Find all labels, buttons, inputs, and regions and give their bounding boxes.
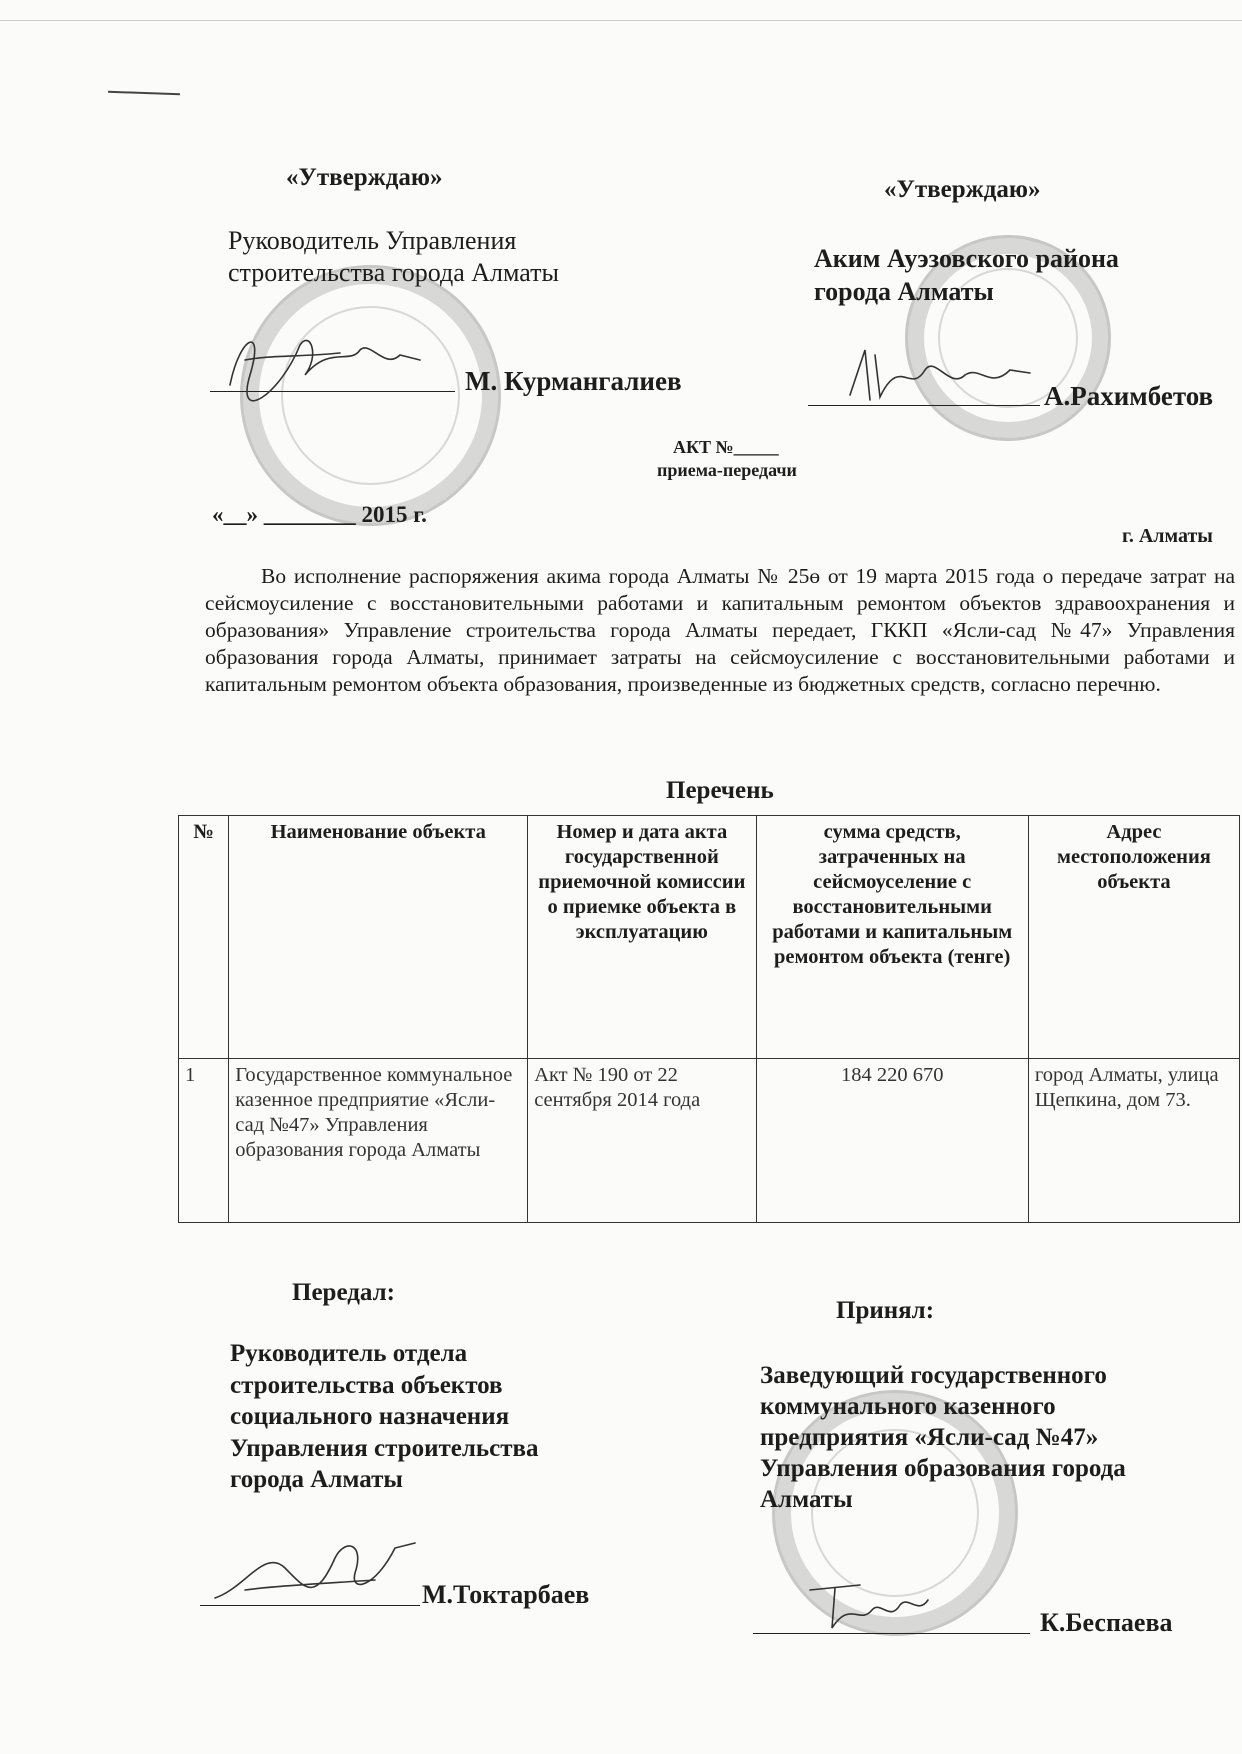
cell-sum: 184 220 670	[756, 1059, 1028, 1223]
transferred-position	[230, 1338, 538, 1496]
body-text: Во исполнение распоряжения акима города Алматы № 25ө от 19 марта 2015 года о передаче затрат на сейсмоусиление с восстановительными работами и капитальным ремонтом объектов здравоохранения и образования» Управление строительства города Алматы передает, ГККП «Ясли-сад №47» Управления образования города Алматы, принимает затраты на сейсмоусиление с восстановительными работами и капитальным ремонтом объекта образования, произведенные из бюджетных средств, согласно перечню.	[205, 564, 1235, 696]
col-header-address: Адрес местоположения объекта	[1028, 816, 1239, 1059]
approval-right-position-line1: Аким Ауэзовского района	[814, 244, 1119, 273]
transferred-signer: М.Токтарбаев	[422, 1580, 590, 1609]
act-city: г. Алматы	[1122, 525, 1213, 547]
approval-left-signer: М. Курмангалиев	[465, 366, 682, 396]
received-signature	[800, 1570, 940, 1640]
act-title: АКТ №_____	[673, 437, 779, 457]
scan-mark	[108, 91, 180, 96]
table-header-row	[179, 816, 1240, 1059]
received-position-line: Заведующий государственного	[760, 1362, 1107, 1389]
scan-border-top	[0, 20, 1242, 21]
received-position-line: коммунального казенного	[760, 1393, 1056, 1420]
col-header-sum: сумма средств, затраченных на сейсмоуселение с восстановительными работами и капитальным ремонтом объекта (тенге)	[756, 816, 1028, 1059]
col-header-num: №	[179, 816, 229, 1059]
transferred-heading: Передал:	[292, 1279, 395, 1306]
transferred-position-line: социального назначения	[230, 1403, 510, 1430]
col-header-act: Номер и дата акта государственной приемочной комиссии о приемке объекта в эксплуатацию	[528, 816, 756, 1059]
received-position-line: предприятия «Ясли-сад №47»	[760, 1424, 1099, 1451]
transferred-position-line: строительства объектов	[230, 1371, 503, 1399]
cell-act: Акт № 190 от 22 сентября 2014 года	[528, 1059, 756, 1223]
approval-right-heading: «Утверждаю»	[884, 176, 1041, 203]
act-date: «__» ________ 2015 г.	[212, 502, 427, 527]
approval-left-position-line1: Руководитель Управления	[228, 226, 517, 255]
objects-table	[178, 815, 1240, 1223]
received-position-line: Алматы	[760, 1486, 853, 1513]
approval-left-position-line2: строительства города Алматы	[228, 258, 560, 287]
cell-num: 1	[179, 1059, 229, 1223]
transferred-signature	[205, 1528, 425, 1608]
approval-left-heading: «Утверждаю»	[286, 164, 443, 191]
cell-address: город Алматы, улица Щепкина, дом 73.	[1028, 1059, 1239, 1223]
received-position-line: Управления образования города	[760, 1455, 1126, 1482]
cell-name: Государственное коммунальное казенное предприятие «Ясли-сад №47» Управления образования города Алматы	[229, 1059, 528, 1223]
approval-right-position-line2: города Алматы	[814, 277, 994, 306]
transferred-position-line: Управления строительства	[230, 1434, 539, 1462]
list-title: Перечень	[666, 777, 774, 804]
received-heading: Принял:	[836, 1297, 935, 1324]
received-position	[760, 1360, 1126, 1515]
approval-right-signer: А.Рахимбетов	[1044, 381, 1214, 411]
approval-left-signature	[210, 315, 440, 405]
act-subtitle: приема-передачи	[657, 460, 797, 480]
transferred-position-line: города Алматы	[230, 1466, 403, 1493]
approval-right-signature	[840, 335, 1040, 415]
transferred-position-line: Руководитель отдела	[230, 1340, 468, 1367]
table-row	[179, 1059, 1240, 1223]
received-signer: К.Беспаева	[1040, 1608, 1173, 1637]
act-body-paragraph	[205, 563, 1235, 698]
col-header-name: Наименование объекта	[229, 816, 528, 1059]
